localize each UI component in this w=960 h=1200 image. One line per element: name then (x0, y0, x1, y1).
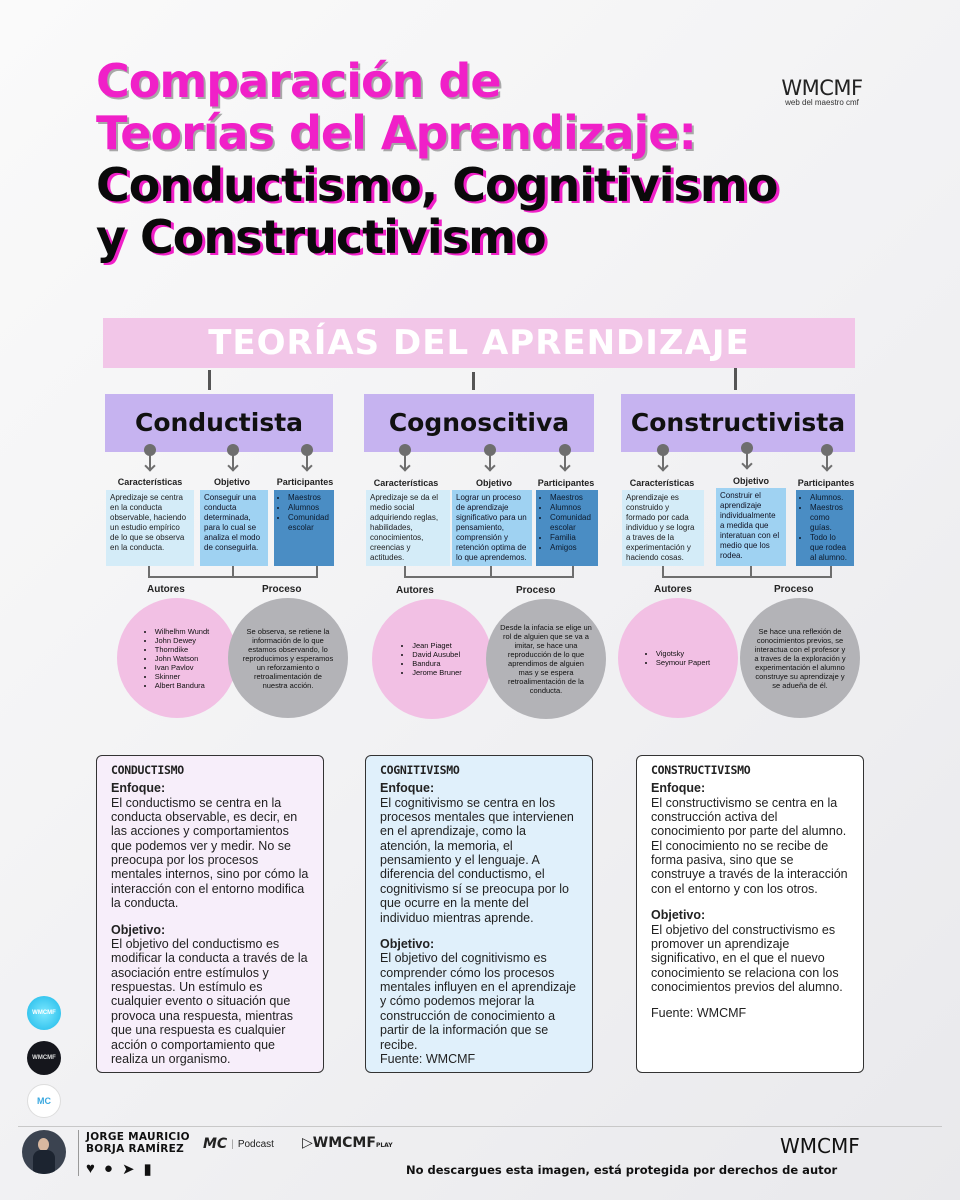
arrow-icon (820, 444, 834, 474)
card-title: CONSTRUCTIVISMO (651, 763, 751, 777)
participante-item: • Maestros (550, 493, 594, 503)
participante-item: • Comunidad escolar (550, 513, 594, 533)
podcast-label: Podcast (237, 1138, 274, 1150)
connector-dot (208, 370, 211, 390)
send-icon[interactable]: ➤ (121, 1161, 135, 1178)
autor-item: • Jerome Bruner (412, 668, 462, 677)
theory-box-constructivista: Constructivista (621, 394, 855, 452)
connector-line (490, 566, 492, 578)
participante-item: • Comunidad escolar (288, 513, 330, 533)
wmcmf-social-icon[interactable]: WMCMF (27, 996, 61, 1030)
diagram-banner: TEORÍAS DEL APRENDIZAJE (103, 318, 855, 368)
label-caracteristicas: Características (373, 478, 439, 488)
autores-circle (372, 599, 492, 719)
podcast-mc-text: MC (203, 1136, 228, 1152)
autor-item: • Ivan Pavlov (155, 663, 209, 672)
label-participantes: Participantes (276, 477, 334, 487)
proceso-circle: Se observa, se retiene la información de lo que estamos observando, lo reproducimos y esperamos un reforzamiento o retroalimentación de nuestra acción. (228, 598, 348, 718)
footer-logo: WMCMF (780, 1134, 860, 1158)
logo-subtitle: web del maestro cmf (785, 98, 859, 107)
social-actions (86, 1160, 152, 1178)
theory-box-cognoscitiva: Cognoscitiva (364, 394, 594, 452)
arrow-icon (740, 442, 754, 472)
arrow-icon (656, 444, 670, 474)
author-line-1: JORGE MAURICIO (86, 1131, 190, 1143)
participante-item: • Alumnos (288, 503, 330, 513)
connector-line (148, 566, 150, 578)
label-autores: Autores (147, 584, 185, 595)
wmcmf-dark-icon[interactable]: WMCMF (27, 1041, 61, 1075)
autor-item: • Skinner (155, 672, 209, 681)
card-title: COGNITIVISMO (380, 763, 460, 777)
author-line-2: BORJA RAMÍREZ (86, 1143, 185, 1156)
title-line-4: y Constructivismo (96, 210, 546, 264)
participante-item: • Amigos (550, 543, 594, 553)
label-proceso: Proceso (516, 585, 556, 596)
enfoque-label: Enfoque: (380, 781, 435, 796)
autor-item: • Albert Bandura (155, 681, 209, 690)
participante-item: • Maestros (288, 493, 330, 503)
autor-item: • Bandura (412, 659, 462, 668)
author-name (86, 1131, 190, 1155)
objetivo-label: Objetivo: (111, 922, 166, 937)
participante-item: • Todo lo que rodea al alumno. (810, 533, 850, 563)
wmcmf-play-logo (302, 1135, 393, 1151)
objetivo-box: Lograr un proceso de aprendizaje significativo para un pensamiento, comprensión y retención optima de lo que aprendemos. (452, 490, 532, 566)
autor-item: • Jean Piaget (412, 641, 462, 650)
label-caracteristicas: Características (629, 478, 695, 488)
autor-item: • Wilhelhm Wundt (155, 627, 209, 636)
brand-logo (772, 76, 872, 107)
arrow-icon (483, 444, 497, 474)
caracteristicas-box: Apredizaje se centra en la conducta observable, haciendo un estudio empírico de lo que se observa en la conducta. (106, 490, 194, 566)
participante-item: • Maestros como guías. (810, 503, 850, 533)
connector-line (662, 566, 664, 578)
connector-dot (472, 372, 475, 390)
copyright-note: No descargues esta imagen, está protegida por derechos de autor (406, 1163, 838, 1177)
arrow-icon (300, 444, 314, 474)
participantes-box (536, 490, 598, 566)
connector-line (404, 576, 574, 578)
card-conductismo (96, 755, 324, 1073)
autores-circle (117, 598, 237, 718)
footer-divider (18, 1126, 942, 1127)
connector-line (232, 566, 234, 578)
mc-podcast-icon[interactable]: MC (27, 1084, 61, 1118)
heart-icon[interactable]: ♥ (86, 1160, 95, 1177)
bookmark-icon[interactable]: ▮ (143, 1161, 152, 1178)
arrow-icon (558, 444, 572, 474)
objetivo-box: Conseguir una conducta determinada, para lo cual se analiza el modo de conseguirla. (200, 490, 268, 566)
enfoque-text: El cognitivismo se centra en los procesos mentales que intervienen en el aprendizaje, como la atención, la memoria, el pensamiento y el lenguaje. A diferencia del conductismo, el cognitivismo sí se preocupa por lo que ocurre en la mente del individuo mientras aprende. (380, 795, 574, 925)
arrow-icon (226, 444, 240, 474)
caracteristicas-box: Apredizaje se da el medio social adquiriendo reglas, habilidades, conocimientos, creencias y actitudes. (366, 490, 450, 566)
autor-item: • Thorndike (155, 645, 209, 654)
comment-icon[interactable]: ● (103, 1160, 113, 1177)
avatar (22, 1130, 66, 1174)
logo-text: WMCMF (781, 76, 863, 100)
page-title (96, 54, 816, 266)
label-objetivo: Objetivo (475, 478, 512, 488)
label-autores: Autores (654, 584, 692, 595)
connector-line (662, 576, 832, 578)
connector-dot (734, 368, 737, 390)
participante-item: • Alumnos. (810, 493, 850, 503)
objetivo-box: Construir el aprendizaje individualmente a medida que interatuan con el medio que los rodea. (716, 488, 786, 566)
label-participantes: Participantes (797, 478, 855, 488)
participantes-box (796, 490, 854, 566)
connector-line (316, 566, 318, 578)
objetivo-label: Objetivo: (380, 936, 435, 951)
participante-item: • Familia (550, 533, 594, 543)
enfoque-label: Enfoque: (111, 781, 166, 796)
label-caracteristicas: Características (117, 477, 183, 487)
objetivo-text: El objetivo del constructivismo es promover un aprendizaje significativo, en el que el nuevo conocimiento se relaciona con los conocimientos previos del alumno. (651, 922, 843, 995)
enfoque-text: El conductismo se centra en la conducta observable, es decir, en las acciones y comportamientos que podemos ver y medir. No se preocupa por los procesos mentales internos, sino por cómo la interacción con el entorno modifica la conducta. (111, 795, 309, 911)
play-logo-text: WMCMF (312, 1135, 376, 1151)
title-line-3: Conductismo, Cognitivismo (96, 158, 778, 212)
enfoque-text: El constructivismo se centra en la construcción activa del conocimiento por parte del alumno. El conocimiento no se recibe de forma pasiva, sino que se construye a través de la interacción con el entorno y con los otros. (651, 795, 848, 896)
source-text: Fuente: WMCMF (380, 1051, 476, 1066)
autor-item: • John Dewey (155, 636, 209, 645)
card-constructivismo (636, 755, 864, 1073)
connector-line (572, 566, 574, 578)
objetivo-label: Objetivo: (651, 908, 706, 923)
connector-line (750, 566, 752, 578)
footer-separator (78, 1130, 79, 1176)
proceso-circle: Desde la infacia se elige un rol de alguien que se va a imitar, se hace una reproducción de lo que aprendimos de alguien mas y se espera retroalimentación de la conducta. (486, 599, 606, 719)
theory-box-conductista: Conductista (105, 394, 333, 452)
caracteristicas-box: Aprendizaje es construido y formado por cada individuo y se logra a traves de la experimentación y haciendo cosas. (622, 490, 704, 566)
autor-item: • John Watson (155, 654, 209, 663)
card-cognitivismo (365, 755, 593, 1073)
arrow-icon (143, 444, 157, 474)
source-text: Fuente: WMCMF (651, 1006, 747, 1021)
title-line-2: Teorías del Aprendizaje: (96, 106, 696, 160)
autor-item: • Vigotsky (656, 649, 710, 658)
label-participantes: Participantes (537, 478, 595, 488)
proceso-circle: Se hace una reflexión de conocimientos previos, se interactua con el profesor y a traves de la exploración y experimentación el alumno construye su aprendizaje y se adueña de él. (740, 598, 860, 718)
objetivo-text: El objetivo del conductismo es modificar la conducta a través de la asociación entre estímulos y respuestas. Un estímulo es cualquier evento o situación que provoca una respuesta, mientras que una respuesta es cualquier acción o comportamiento que realiza un organismo. (111, 936, 308, 1066)
autores-circle (618, 598, 738, 718)
label-objetivo: Objetivo (732, 476, 769, 486)
play-sub: PLAY (375, 1142, 393, 1149)
arrow-icon (398, 444, 412, 474)
connector-line (830, 566, 832, 578)
card-title: CONDUCTISMO (111, 763, 184, 777)
enfoque-label: Enfoque: (651, 781, 706, 796)
autor-item: • David Ausubel (412, 650, 462, 659)
label-objetivo: Objetivo (213, 477, 250, 487)
label-proceso: Proceso (774, 584, 814, 595)
participantes-box (274, 490, 334, 566)
label-proceso: Proceso (262, 584, 302, 595)
connector-line (404, 566, 406, 578)
podcast-logo: MC | Podcast (203, 1136, 274, 1152)
play-icon: ▷ (302, 1135, 313, 1151)
objetivo-text: El objetivo del cognitivismo es comprender cómo los procesos mentales influyen en el aprendizaje y cómo podemos mejorar la construcción de conocimiento a partir de la información que se recibe. (380, 951, 576, 1052)
autor-item: • Seymour Papert (656, 658, 710, 667)
title-line-1: Comparación de (96, 54, 501, 108)
label-autores: Autores (396, 585, 434, 596)
participante-item: • Alumnos (550, 503, 594, 513)
